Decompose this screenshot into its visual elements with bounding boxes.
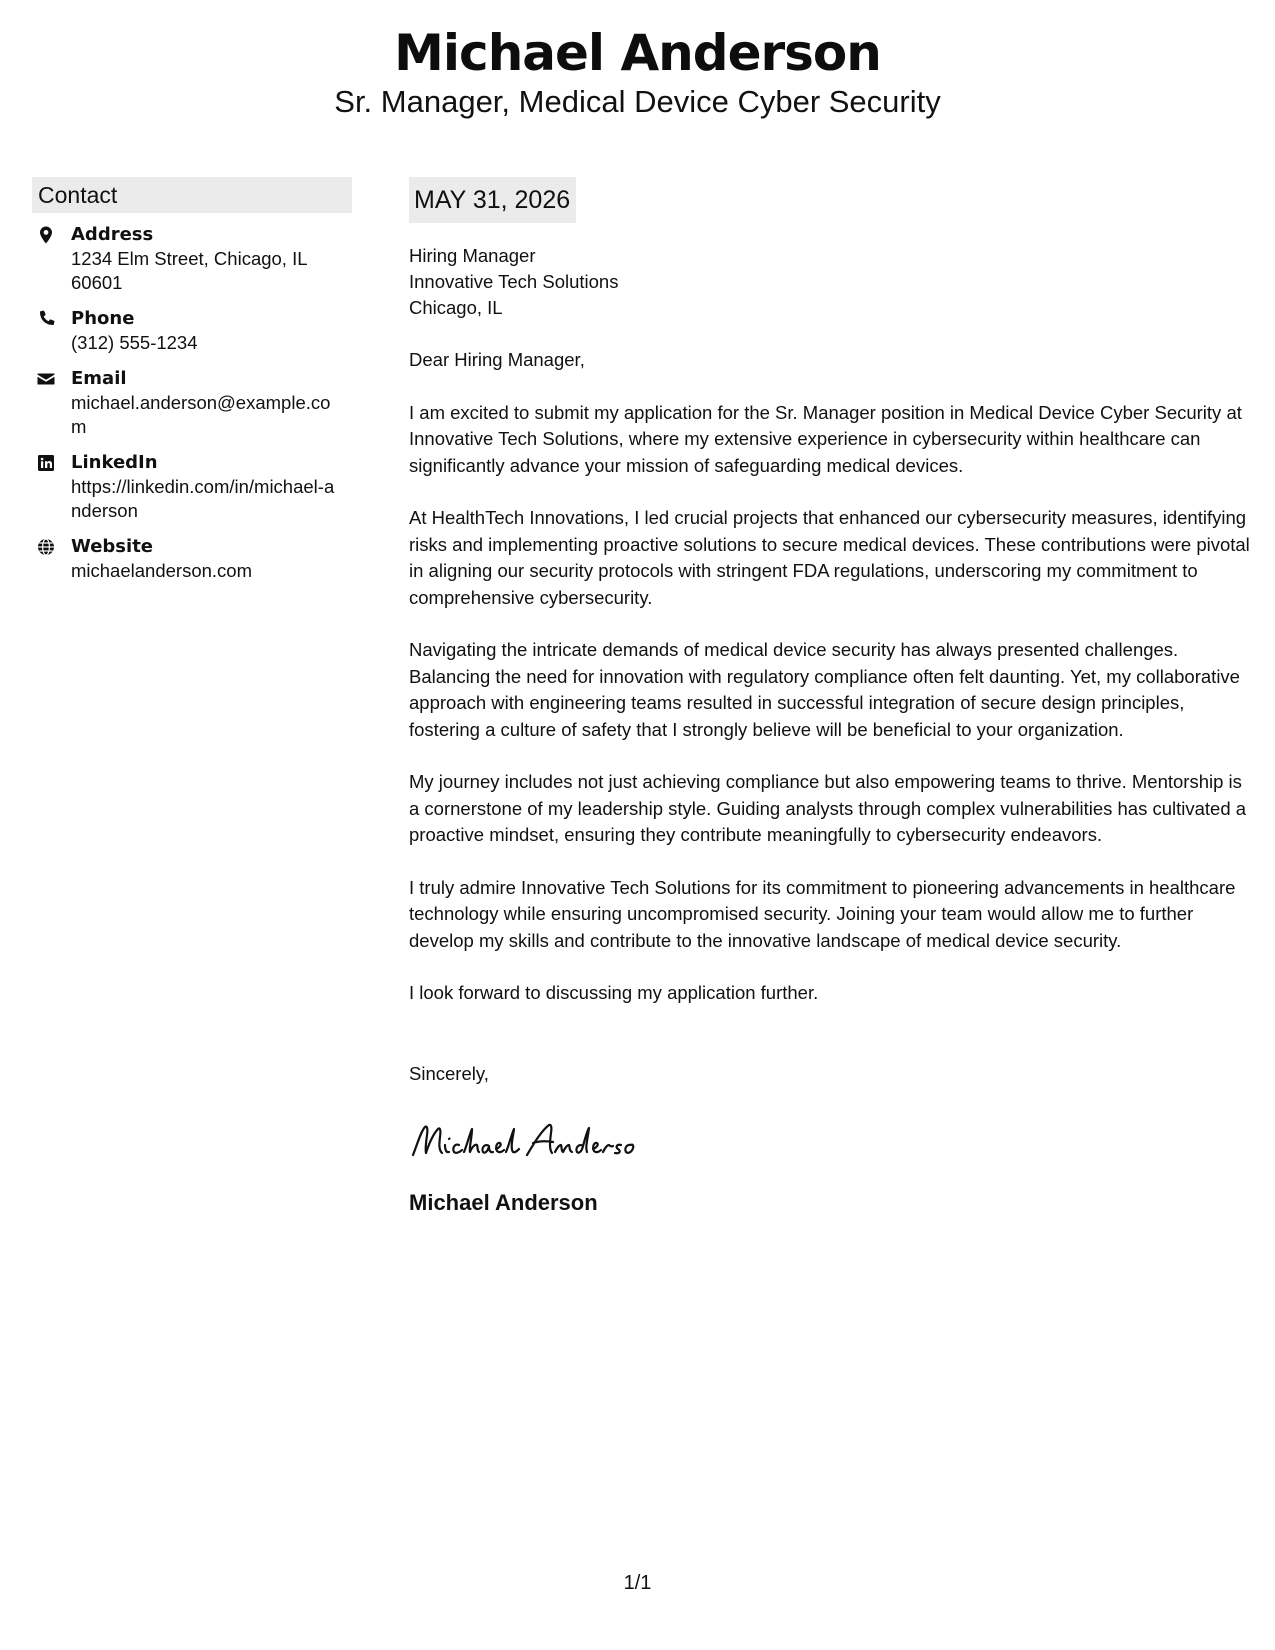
letter-date: MAY 31, 2026 [409,177,576,223]
contact-item-email [32,367,352,439]
applicant-name: Michael Anderson [394,24,881,82]
letter-paragraph: I am excited to submit my application for the Sr. Manager position in Medical Device Cyber Security at Innovative Tech Solutions, where my extensive experience in cybersecurity within healthcare can significantly advance your mission of safeguarding medical devices. [409,401,1242,476]
contact-item-phone [32,307,352,355]
contact-item-linkedin [32,451,352,523]
contact-list [32,223,352,583]
address-value: 1234 Elm Street, Chicago, IL 60601 [71,248,307,293]
linkedin-value[interactable]: https://linkedin.com/in/michael-anderson [71,476,335,521]
sign-off: Sincerely, [409,1062,489,1084]
recipient-block [409,243,1254,321]
contact-label: LinkedIn [71,452,158,473]
recipient-line: Chicago, IL [409,297,503,318]
recipient-line: Innovative Tech Solutions [409,271,619,292]
phone-value: (312) 555-1234 [71,332,198,353]
linkedin-icon [36,453,56,473]
contact-sidebar [32,177,352,595]
email-value[interactable]: michael.anderson@example.com [71,392,331,437]
letter-paragraph: At HealthTech Innovations, I led crucial projects that enhanced our cybersecurity measures, identifying risks and implementing proactive solutions to secure medical devices. These contributions were pivotal in aligning our security protocols with stringent FDA regulations, underscoring my commitment to comprehensive cybersecurity. [409,507,1250,608]
contact-item-address [32,223,352,295]
letter-paragraph: My journey includes not just achieving compliance but also empowering teams to thrive. Mentorship is a cornerstone of my leadership style. Guiding analysts through complex vulnerabilities has cultivated a proactive mindset, ensuring they contribute meaningfully to cybersecurity endeavors. [409,771,1247,845]
closing-line: I look forward to discussing my application further. [409,982,819,1003]
letter-header [0,22,1275,120]
handwritten-signature [409,1115,669,1165]
contact-label: Address [71,224,154,245]
salutation: Dear Hiring Manager, [409,349,585,370]
contact-label: Email [71,368,127,389]
globe-icon [36,537,56,557]
website-value[interactable]: michaelanderson.com [71,560,252,581]
page-number: 1/1 [623,1572,652,1594]
letter-paragraph: I truly admire Innovative Tech Solutions for its commitment to pioneering advancements in healthcare technology while ensuring uncompromised security. Joining your team would allow me to further develop my skills and contribute to the innovative landscape of medical device security. [409,876,1236,951]
letter-body [409,177,1254,1217]
signed-name: Michael Anderson [409,1190,598,1215]
location-pin-icon [36,225,56,245]
contact-item-website [32,535,352,583]
contact-label: Phone [71,308,135,329]
phone-icon [36,309,56,329]
contact-label: Website [71,536,154,557]
contact-heading: Contact [32,177,352,213]
recipient-line: Hiring Manager [409,245,536,266]
letter-paragraph: Navigating the intricate demands of medical device security has always presented challenges. Balancing the need for innovation with regulatory compliance often felt daunting. Yet, my collaborative approach with engineering teams resulted in successful integration of secure design principles, fostering a culture of safety that I strongly believe will be beneficial to your organization. [409,639,1240,740]
applicant-title: Sr. Manager, Medical Device Cyber Security [334,84,941,119]
envelope-icon [36,369,56,389]
